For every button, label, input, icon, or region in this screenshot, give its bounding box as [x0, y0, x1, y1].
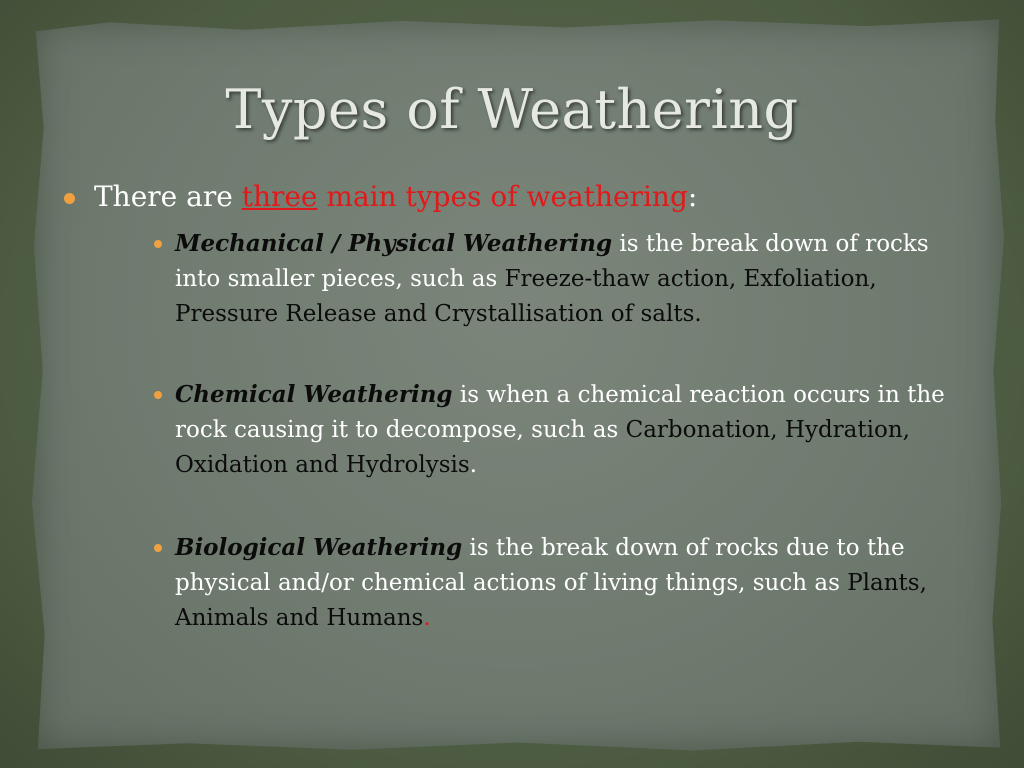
bullet-dot-icon — [154, 240, 162, 248]
item-text: is the break down of rocks due to the physical and/or chemical actions of living things, such as — [175, 535, 905, 596]
bullet-dot-icon — [154, 391, 162, 399]
bullet-dot-icon — [154, 544, 162, 552]
item-term: Mechanical / Physical Weathering — [175, 230, 613, 257]
item-text: is when a chemical reaction occurs in the rock causing it to decompose, such as — [175, 382, 945, 443]
item-end: . — [469, 452, 477, 478]
slide-title: Types of Weathering — [225, 78, 799, 141]
intro-highlight: main types of weathering — [326, 180, 688, 213]
list-item-biological — [175, 530, 965, 636]
intro-suffix: : — [687, 180, 698, 213]
item-examples: Carbonation, Hydration, Oxidation and Hydrolysis — [175, 417, 910, 478]
item-examples: Plants, Animals and Humans — [175, 570, 927, 631]
intro-three: three — [241, 180, 318, 213]
list-item-mechanical — [175, 226, 965, 332]
item-text: is the break down of rocks into smaller pieces, such as — [175, 231, 929, 292]
item-term: Biological Weathering — [175, 534, 463, 561]
intro-prefix: There are — [94, 180, 242, 213]
bullet-dot-icon — [64, 193, 75, 204]
intro-line — [94, 180, 697, 213]
item-end: . — [694, 301, 702, 327]
item-term: Chemical Weathering — [175, 381, 453, 408]
list-item-chemical — [175, 377, 965, 483]
item-end: . — [423, 605, 431, 631]
item-examples: Freeze-thaw action, Exfoliation, Pressure Release and Crystallisation of salts — [175, 266, 877, 327]
